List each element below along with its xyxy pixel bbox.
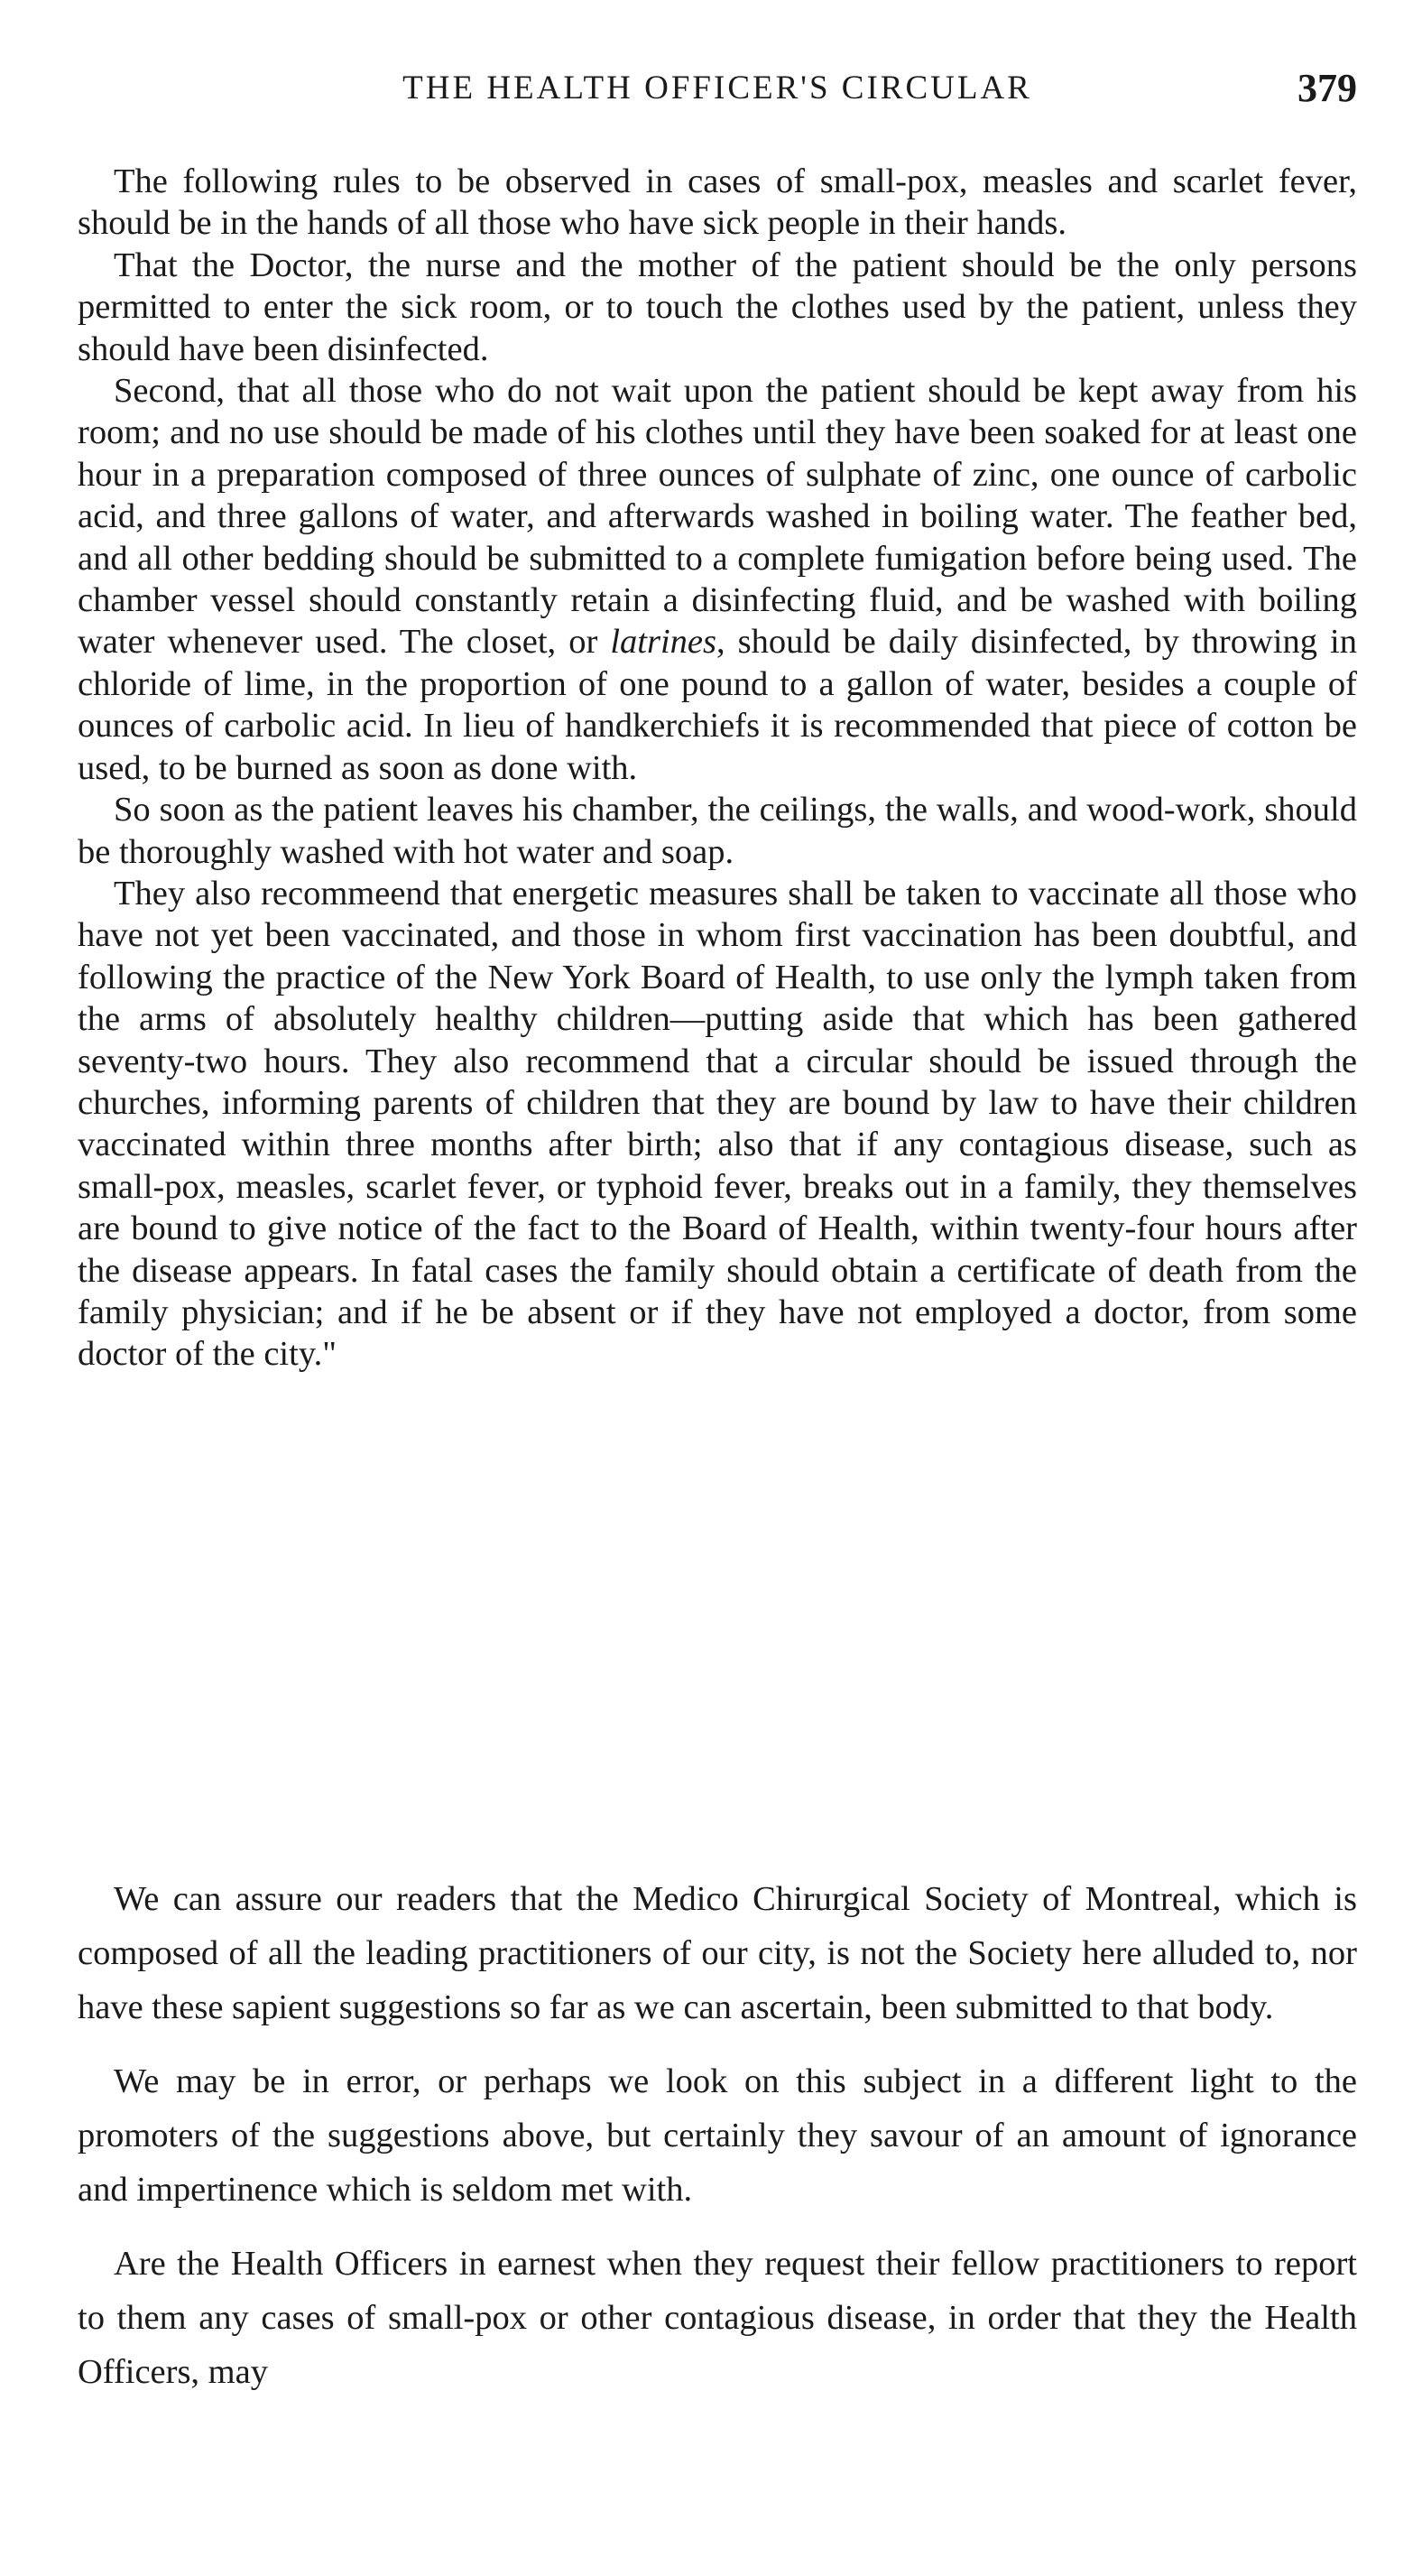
running-head bbox=[78, 61, 1357, 116]
paragraph: They also recommeend that energetic measures shall be taken to vaccinate all those who have not yet been vaccinated, and those in whom first vaccination has been doubtful, and following the practice of the New York Board of Health, to use only the lymph taken from the arms of absolutely healthy children—putting aside that which has been gathered seventy-two hours. They also recommend that a circular should be issued through the churches, informing parents of children that they are bound by law to have their children vaccinated within three months after birth; also that if any contagious disease, such as small-pox, measles, scarlet fever, or typhoid fever, breaks out in a family, they themselves are bound to give notice of the fact to the Board of Health, within twenty-four hours after the disease appears. In fatal cases the family should obtain a certificate of death from the family physician; and if he be absent or if they have not employed a doctor, from some doctor of the city." bbox=[78, 874, 1357, 1374]
italic-term: latrines bbox=[610, 623, 716, 662]
paragraph: We can assure our readers that the Medico Chirurgical Society of Montreal, which is composed of all the leading practitioners of our city, is not the Society here alluded to, nor have these sapient suggestions so far as we can ascertain, been submitted to that body. bbox=[78, 1880, 1357, 2026]
paragraph bbox=[78, 370, 1357, 789]
paragraph: We may be in error, or perhaps we look on this subject in a different light to the promoters of the suggestions above, but certainly they savour of an amount of ignorance and impertinence which is seldom met with. bbox=[78, 2062, 1357, 2209]
page-number: 379 bbox=[1297, 66, 1357, 110]
quoted-circular-text bbox=[78, 161, 1357, 1376]
running-title: THE HEALTH OFFICER'S CIRCULAR bbox=[402, 69, 1032, 107]
paragraph: The following rules to be observed in cases of small-pox, measles and scarlet fever, should be in the hands of all those who have sick people in their hands. bbox=[78, 162, 1357, 243]
editorial-text bbox=[78, 1872, 1357, 2419]
paragraph: So soon as the patient leaves his chamber, the ceilings, the walls, and wood-work, should be thoroughly washed with hot water and soap. bbox=[78, 791, 1357, 871]
paragraph-text: , should be daily disinfected, by throwing in chloride of lime, in the proportion of one pound to a gallon of water, besides a couple of ounces of carbolic acid. In lieu of handkerchiefs it is recommended that piece of cotton be used, to be burned as soon as done with. bbox=[78, 623, 1357, 787]
paragraph: Are the Health Officers in earnest when they request their fellow practitioners to report to them any cases of small-pox or other contagious disease, in order that they the Health Officers, may bbox=[78, 2245, 1357, 2391]
paragraph: That the Doctor, the nurse and the mother of the patient should be the only persons permitted to enter the sick room, or to touch the clothes used by the patient, unless they should have been disinfected. bbox=[78, 246, 1357, 368]
paragraph-text: Second, that all those who do not wait upon the patient should be kept away from his room; and no use should be made of his clothes until they have been soaked for at least one hour in a preparation composed of three ounces of sulphate of zinc, one ounce of carbolic acid, and three gallons of water, and afterwards washed in boiling water. The feather bed, and all other bedding should be submitted to a complete fumigation before being used. The chamber vessel should constantly retain a disinfecting fluid, and be washed with boiling water whenever used. The closet, or bbox=[78, 372, 1357, 662]
